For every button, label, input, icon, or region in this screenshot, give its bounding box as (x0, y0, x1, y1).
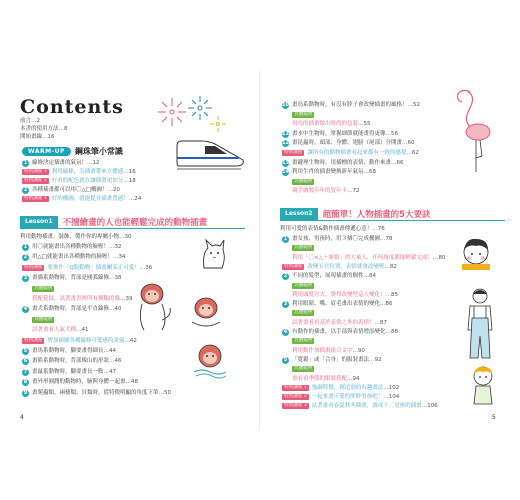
leader-dots: … (385, 130, 392, 137)
entry-number-badge: 1 (283, 236, 288, 242)
leader-dots: … (384, 263, 390, 270)
page-number: 76 (377, 226, 385, 232)
entry-text: 試著畫看看基於表情之外的表情！ (292, 319, 375, 326)
leader-dots: … (352, 347, 359, 354)
entry-text: 線條決定插畫的氣氛！ (32, 160, 88, 166)
leader-dots: … (123, 178, 129, 184)
title-letter: e (74, 96, 88, 118)
entry-text: 用△□就能畫出各種動物的臉喔！ (32, 254, 113, 261)
special-lecture-tag: 特別講座 3 (284, 403, 307, 409)
flamingo-illustration (448, 86, 498, 174)
monkey-illustration-2 (186, 294, 226, 330)
contents-title (20, 96, 124, 118)
entry-text: 畫水中生物時，掌握細節就能畫得更像 (292, 130, 386, 137)
leader-dots: … (119, 234, 125, 240)
leader-dots: … (109, 244, 115, 250)
page-number: 2 (36, 118, 41, 124)
entry-text: 讓所有的動物插畫看起來都有一致的感覺 (307, 150, 407, 156)
entry-text: 利用動作加插畫組合文字 (292, 347, 353, 354)
page-number: 16 (128, 169, 136, 175)
overalls-person-illustration (460, 286, 500, 362)
entry-number-badge: 2 (23, 187, 28, 193)
entry-text: 增加插圖各種線條可愛感的訣竅 (47, 337, 125, 344)
entry-number-badge: 8 (23, 379, 28, 386)
leader-dots: … (432, 254, 439, 261)
page-number: 66 (396, 159, 404, 166)
entry-number-badge: 5 (23, 348, 28, 354)
toc-entry[interactable] (292, 376, 467, 383)
leader-dots: … (42, 134, 48, 140)
entry-number-badge: 13 (282, 159, 289, 166)
leader-dots: … (120, 296, 126, 302)
leader-dots: … (385, 329, 392, 335)
leader-dots: … (358, 121, 364, 128)
toc-entry[interactable] (282, 102, 457, 109)
page-number: 39 (125, 296, 133, 302)
special-lecture-tag: 特別講座 (284, 150, 303, 155)
left-folio: 4 (20, 414, 24, 421)
special-lecture-tag: 特別講座 1 (284, 384, 307, 390)
toc-entry[interactable] (282, 131, 457, 138)
leader-dots: … (421, 403, 428, 410)
warmup-badge: WARM-UP (22, 147, 71, 156)
title-letter: o (36, 96, 50, 118)
leader-dots: … (31, 118, 37, 124)
title-letter: n (49, 96, 65, 118)
leader-dots: … (76, 327, 82, 334)
leader-dots: … (383, 394, 389, 401)
page-number: 50 (164, 389, 172, 396)
toc-entry[interactable] (22, 196, 192, 203)
entry-text: 利用「〇×△＋姐姐」的大量人，任何角度都能輕鬆完成！ (292, 254, 433, 261)
page-number: 52 (413, 102, 421, 108)
entry-number-badge: 4 (23, 306, 28, 313)
page-number: 92 (374, 356, 382, 363)
example-tag: 具體範例 (294, 282, 313, 288)
entry-text: 好的構圖，就能提升插畫質感！ (51, 196, 129, 202)
toc-entry[interactable] (22, 254, 197, 261)
monkey-hotspring-illustration (190, 340, 230, 380)
page-number: 56 (391, 130, 399, 137)
fireworks-illustration (150, 90, 230, 140)
toc-entry[interactable] (282, 403, 457, 410)
page-number: 20 (112, 187, 120, 193)
entry-text: 畫熊系動物時，背部像山的形狀 (32, 358, 110, 365)
leader-dots: … (123, 169, 129, 175)
entry-text: 開始畫線 (20, 134, 43, 140)
entry-text: 畫鳥系動物時，有沒有脖子會改變插畫的風格！ (292, 102, 408, 108)
leader-dots: … (109, 306, 115, 313)
page-number: 62 (411, 150, 419, 156)
leader-dots: … (347, 188, 353, 195)
page-number: 48 (131, 379, 139, 386)
example-tag: 具體範例 (294, 310, 313, 316)
page-number: 90 (358, 347, 366, 354)
toc-entry[interactable] (282, 150, 457, 157)
example-tag: 具體範例 (34, 316, 53, 322)
toc-entry[interactable] (282, 329, 457, 336)
lesson1-badge: Lesson1 (20, 216, 58, 228)
right-page (260, 0, 520, 500)
entry-text: 好看的配色就在讓插畫更加分 (51, 178, 124, 184)
toc-entry[interactable] (20, 134, 55, 141)
toc-entry[interactable] (22, 348, 197, 355)
entry-text: 用〇就能畫出各種動物的臉喔！ (32, 244, 110, 250)
entry-number-badge: 1 (23, 160, 28, 166)
toc-entry[interactable] (292, 320, 467, 327)
title-letter: C (20, 96, 37, 118)
toc-entry[interactable] (292, 283, 467, 290)
toc-entry[interactable] (292, 179, 467, 186)
toc-entry[interactable] (282, 140, 457, 147)
page-number: 36 (145, 264, 153, 271)
page-number: 38 (114, 275, 122, 282)
leader-dots: … (58, 126, 65, 132)
entry-number-badge: 2 (283, 273, 288, 280)
entry-text: 「寬鬆」或「合身」的服裝畫法 (292, 356, 370, 363)
toc-entry[interactable] (282, 236, 457, 243)
example-tag: 具體範例 (34, 285, 53, 291)
toc-entry[interactable] (292, 112, 467, 119)
leader-dots: … (391, 159, 397, 166)
entry-number-badge: 1 (23, 244, 28, 250)
entry-text: 親手繪製年年的賀年卡 (292, 188, 348, 195)
entry-text: 畫鍵理生物時，用插標的表情、動作來畫 (292, 159, 392, 166)
leader-dots: … (380, 236, 386, 242)
entry-number-badge: 3 (23, 275, 28, 282)
warmup-heading (22, 146, 123, 157)
entry-number-badge: 6 (23, 358, 28, 365)
special-lecture-tag: 特別講座 2 (284, 394, 307, 400)
toc-entry[interactable] (22, 160, 192, 167)
page-number: 12 (92, 160, 100, 166)
entry-text: 利用頭髮方式，覺得改變型這人變化！ (292, 291, 386, 298)
entry-number-badge: 9 (23, 389, 28, 396)
page-number: 24 (134, 196, 142, 202)
entry-text: 利用動物插畫，裝飾、製作你的專屬小物 (20, 234, 120, 240)
child-illustration (468, 364, 498, 408)
title-letter: n (87, 96, 103, 118)
lesson1-heading (20, 216, 245, 228)
toc-entry[interactable] (292, 292, 467, 299)
lesson2-heading (280, 208, 505, 220)
page-number: 47 (109, 368, 117, 375)
page-number: 104 (388, 394, 400, 401)
page-number: 34 (118, 254, 126, 261)
entry-number-badge: 3 (283, 301, 288, 308)
entry-text: 利用可愛的表情&動作插畫傳遞心意！ (280, 226, 373, 232)
toc-entry[interactable] (22, 390, 197, 397)
lesson2-title: 超簡單！人物插畫的5大要訣 (322, 210, 431, 220)
page-number: 41 (81, 327, 89, 334)
leader-dots: … (363, 273, 370, 280)
entry-text: 前言 (20, 118, 32, 124)
leader-dots: … (369, 356, 375, 363)
toc-entry[interactable] (282, 301, 457, 308)
leader-dots: … (385, 291, 392, 298)
example-tag: 具體範例 (294, 245, 313, 251)
entry-text: 強調特徵，創造別的有趣畫法 (311, 384, 384, 391)
toc-entry[interactable] (22, 358, 197, 365)
page-number: 106 (427, 403, 438, 410)
page-number: 68 (369, 169, 377, 176)
page-number: 85 (391, 291, 399, 298)
example-tag: 具體範例 (294, 366, 313, 372)
leader-dots: … (87, 160, 93, 166)
entry-number-badge: 2 (23, 254, 28, 261)
page-number: 32 (114, 244, 122, 250)
page-number: 72 (352, 188, 360, 195)
toc-entry[interactable] (22, 187, 192, 194)
entry-text: 畫爬蟲類、兩棲類、貝類時，從特徵明顯的角度下筆 (32, 389, 159, 396)
toc-entry[interactable] (292, 255, 467, 262)
entry-text: 利用眼睛、嘴、眉毛畫出表情的變化 (292, 301, 381, 308)
lesson1-intro[interactable] (20, 234, 132, 241)
entry-text: 畫鼠系動物時，腳要畫長一點 (32, 368, 104, 375)
toc-entry[interactable] (282, 264, 457, 271)
leader-dots: … (380, 301, 386, 308)
title-letter: t (102, 96, 113, 118)
toc-entry[interactable] (22, 178, 192, 185)
toc-entry[interactable] (22, 338, 197, 345)
entry-text: 畫貓系動物時，背部是圓弧線條 (32, 275, 110, 282)
special-lecture-tag: 特別講座 1 (24, 169, 47, 174)
toc-entry[interactable] (22, 369, 197, 376)
title-letter: t (64, 96, 75, 118)
toc-entry[interactable] (282, 385, 457, 392)
leader-dots: … (109, 358, 115, 365)
lesson1-title: 不擅繪畫的人也能輕鬆完成的動物插畫 (62, 218, 208, 228)
leader-dots: … (125, 379, 132, 386)
page-number: 78 (385, 236, 393, 242)
entry-text: 有動作的插畫，以手部與表情增添變化 (292, 329, 386, 335)
page-number: 16 (47, 134, 55, 140)
page-number: 18 (128, 178, 136, 184)
leader-dots: … (363, 169, 370, 176)
page-number: 8 (64, 126, 68, 132)
toc-entry[interactable] (32, 296, 207, 303)
toc-entry[interactable] (282, 273, 457, 280)
toc-entry[interactable] (292, 310, 467, 317)
example-tag: 具體範例 (294, 178, 313, 184)
page-number: 84 (369, 273, 377, 280)
leader-dots: … (103, 368, 110, 375)
page-number: 55 (363, 121, 371, 128)
page-number: 46 (114, 358, 122, 365)
entry-text: 畫馬系動物時，腳要畫得細長 (32, 348, 104, 354)
toc-entry[interactable] (32, 286, 207, 293)
example-tag: 具體範例 (294, 338, 313, 344)
leader-dots: … (407, 102, 414, 108)
leader-dots: … (158, 389, 165, 396)
toc-entry[interactable] (20, 126, 68, 133)
page-number: 86 (385, 301, 393, 308)
leader-dots: … (383, 384, 389, 391)
special-lecture-tag: 特別講座 (284, 263, 303, 269)
leader-dots: … (128, 196, 135, 202)
example-tag: 具體範例 (294, 111, 313, 117)
leader-dots: … (109, 275, 115, 282)
entry-text: 利用生肖的插畫變換新年氣氛 (292, 169, 364, 176)
leader-dots: … (406, 150, 412, 156)
leader-dots: … (112, 254, 119, 261)
toc-entry[interactable] (22, 265, 197, 272)
toc-entry[interactable] (282, 394, 457, 401)
toc-entry[interactable] (292, 121, 467, 128)
page-number: 30 (124, 234, 132, 240)
entry-text: 試著畫看人氣犬種 (32, 327, 77, 334)
entry-text: 畫看看季節的服裝搭配 (292, 375, 348, 382)
monkey-illustration (132, 280, 176, 332)
page-number: 40 (114, 306, 122, 313)
leader-dots: … (372, 226, 378, 232)
right-folio: 5 (492, 414, 496, 421)
entry-text: 本書的使用方法 (20, 126, 59, 132)
title-letter: s (112, 96, 124, 118)
toc-entry[interactable] (22, 169, 192, 176)
page-number: 44 (109, 348, 117, 354)
entry-text: 試著畫看春夏秋冬插畫，畫成十二星座的插畫 (311, 403, 422, 410)
toc-entry[interactable] (22, 379, 197, 386)
entry-text: 用鳥的插畫做出時尚的包裝 (292, 121, 359, 128)
special-lecture-tag: 特別講座 (24, 264, 43, 270)
toc-entry[interactable] (292, 348, 467, 355)
entry-number-badge: 14 (282, 169, 289, 176)
lesson2-badge: Lesson2 (280, 208, 318, 220)
page-number: 88 (391, 329, 399, 335)
toc-entry[interactable] (292, 338, 467, 345)
toc-entry[interactable] (32, 327, 207, 334)
entry-text: 畫外形圓潤的動物時，臉與身體一起畫 (32, 379, 126, 386)
special-lecture-tag: 特別講座 (24, 337, 43, 343)
entry-text: 改變五官位置，表情就會改變喔 (307, 263, 385, 270)
entry-number-badge: 5 (283, 356, 288, 363)
cat-illustration (198, 238, 228, 274)
page-number: 87 (380, 319, 388, 326)
page-number: 80 (438, 254, 446, 261)
page-number: 42 (129, 337, 137, 344)
toc-entry[interactable] (282, 169, 457, 176)
entry-number-badge: 4 (283, 329, 288, 335)
entry-text: 畫犬系動物時，背部是平直線條 (32, 306, 110, 313)
toc-entry[interactable] (292, 188, 467, 195)
page-number: 82 (389, 263, 397, 270)
entry-number-badge: 11 (282, 130, 289, 137)
leader-dots: … (347, 375, 353, 382)
toc-entry[interactable] (292, 245, 467, 252)
entry-text: 各種插畫都可以用〇△□構圖！ (32, 187, 108, 193)
special-lecture-tag: 特別講座 2 (24, 178, 47, 183)
entry-number-badge: 7 (23, 368, 28, 375)
leader-dots: … (124, 337, 130, 344)
special-lecture-tag: 特別講座 1 (24, 196, 47, 201)
toc-entry[interactable] (32, 317, 207, 324)
leader-dots: … (107, 187, 113, 193)
page-number: 60 (407, 140, 415, 147)
entry-text: 搭配花紋，試著畫書裡所有種類的貓 (32, 296, 121, 302)
leader-dots: … (402, 140, 408, 147)
toc-entry[interactable] (20, 118, 40, 125)
entry-text: 不同的髮型，展現插畫的個性 (292, 273, 364, 280)
entry-text: 畫昆蟲時，頭部、身體、翅膀（尾部）分開畫 (292, 140, 403, 147)
entry-number-badge: 10 (282, 102, 289, 108)
girl-head-illustration (458, 234, 494, 274)
entry-text: 利用線條，為插畫帶來立體感 (51, 169, 124, 175)
toc-entry[interactable] (292, 366, 467, 373)
page-number: 94 (352, 375, 360, 382)
leader-dots: … (139, 264, 146, 271)
entry-text: 要換作「Q版動物」插畫關某正可愛！ (47, 264, 140, 271)
toc-entry[interactable] (282, 357, 457, 364)
entry-number-badge: 12 (282, 140, 289, 147)
leader-dots: … (103, 348, 110, 354)
entry-text: 畫女孩、男孩時，用３個〇完成構圖 (292, 236, 381, 242)
warmup-label: 鋼珠筆小常識 (74, 147, 123, 156)
leader-dots: … (374, 319, 381, 326)
lesson2-intro[interactable] (280, 226, 385, 233)
toc-entry[interactable] (22, 244, 197, 251)
page-number: 102 (388, 384, 400, 391)
entry-text: 一起來畫可愛的胖胖男孩吧！ (311, 394, 384, 401)
toc-entry[interactable] (282, 160, 457, 167)
